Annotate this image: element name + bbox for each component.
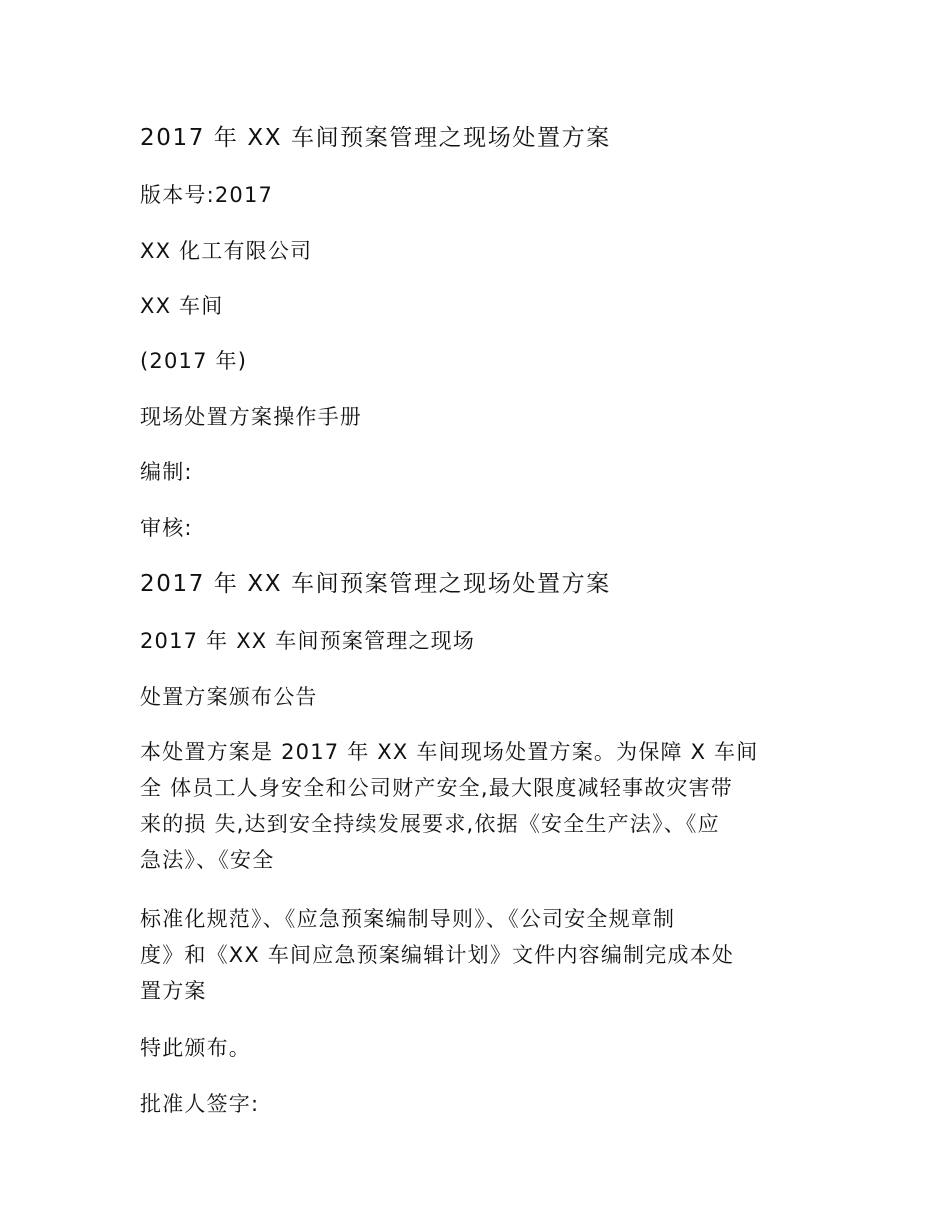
workshop-name: XX 车间 — [140, 294, 224, 318]
manual-title: 现场处置方案操作手册 — [140, 405, 362, 429]
paragraph-line: 急法》、《安全 — [140, 848, 275, 872]
paragraph-line: 来的损 失,达到安全持续发展要求,依据《安全生产法》、《应 — [140, 812, 720, 836]
paragraph-line: 标准化规范》、《应急预案编制导则》、《公司安全规章制 — [140, 907, 676, 931]
document-year: (2017 年) — [140, 349, 248, 373]
notice-title-line-1: 2017 年 XX 车间预案管理之现场 — [140, 629, 476, 653]
document-title-repeat: 2017 年 XX 车间预案管理之现场处置方案 — [140, 571, 611, 597]
compiled-by-label: 编制: — [140, 460, 193, 484]
document-title: 2017 年 XX 车间预案管理之现场处置方案 — [140, 125, 611, 151]
company-name: XX 化工有限公司 — [140, 239, 313, 263]
notice-body-paragraph-2 — [140, 901, 805, 1009]
paragraph-line: 全 体员工人身安全和公司财产安全,最大限度减轻事故灾害带 — [140, 776, 733, 800]
announcement-text: 特此颁布。 — [140, 1036, 251, 1060]
paragraph-line: 本处置方案是 2017 年 XX 车间现场处置方案。为保障 X 车间 — [140, 740, 759, 764]
notice-title-line-2: 处置方案颁布公告 — [140, 685, 318, 709]
version-number: 版本号:2017 — [140, 183, 274, 207]
notice-body-paragraph-1 — [140, 734, 805, 878]
approver-signature-label: 批准人签字: — [140, 1092, 260, 1116]
paragraph-line: 度》和《XX 车间应急预案编辑计划》文件内容编制完成本处 — [140, 943, 735, 967]
paragraph-line: 置方案 — [140, 979, 207, 1003]
reviewed-by-label: 审核: — [140, 516, 193, 540]
